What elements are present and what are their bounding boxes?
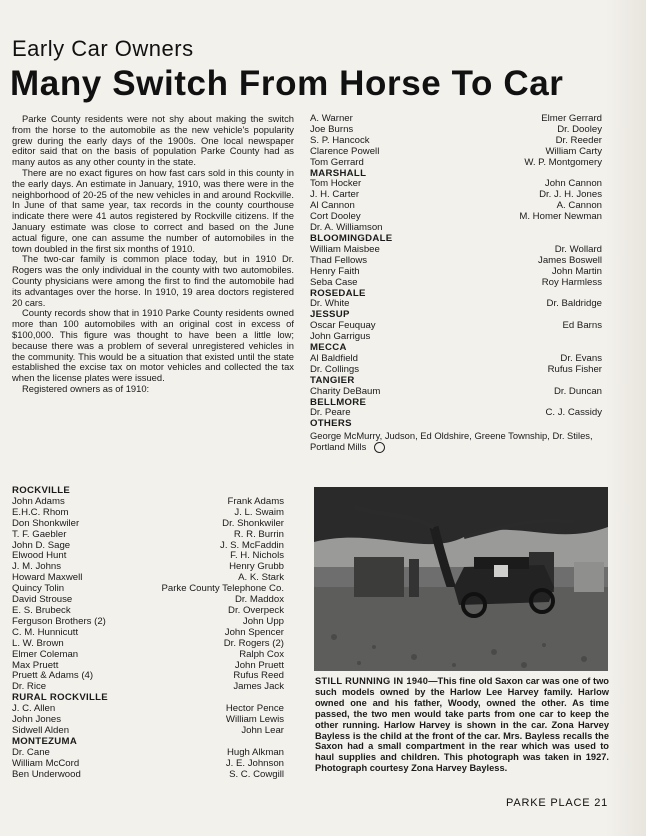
owner-name: T. F. Gaebler	[12, 528, 67, 540]
owner-row	[12, 639, 284, 650]
owner-name: James Boswell	[538, 254, 602, 266]
owner-row	[12, 530, 284, 541]
owner-name: Rufus Reed	[233, 670, 284, 682]
owner-row	[310, 267, 602, 278]
owner-name: John Pruett	[234, 659, 284, 671]
owner-name: Dr. Cane	[12, 746, 50, 758]
owner-name: Ben Underwood	[12, 768, 81, 780]
owner-name: Hector Pence	[225, 703, 284, 715]
article-kicker: Early Car Owners	[12, 36, 194, 61]
owner-name: Dr. Dooley	[557, 123, 602, 135]
body-paragraph: Registered owners as of 1910:	[22, 382, 150, 394]
section-heading: OTHERS	[310, 418, 352, 430]
owner-row	[310, 278, 602, 289]
owner-name: John Spencer	[224, 626, 284, 638]
owner-row	[310, 408, 602, 419]
owner-name: E.H.C. Rhom	[12, 506, 69, 518]
section-heading: RURAL ROCKVILLE	[12, 692, 108, 704]
owner-name: M. Homer Newman	[519, 211, 602, 223]
section-heading: TANGIER	[310, 374, 355, 386]
owner-row	[310, 158, 602, 169]
owner-name: Quincy Tolin	[12, 583, 65, 595]
owner-name: Elwood Hunt	[12, 550, 67, 562]
owner-name: James Jack	[233, 681, 284, 693]
owner-name: Dr. Peare	[310, 407, 351, 419]
owner-name: Charity DeBaum	[310, 385, 381, 397]
circle-mark-icon	[374, 442, 385, 453]
owners-list-left	[12, 486, 284, 780]
owner-name: Dr. Overpeck	[228, 604, 284, 616]
section-heading: MECCA	[310, 342, 347, 354]
owner-name: John Upp	[242, 615, 284, 627]
owner-row	[12, 519, 284, 530]
owner-name: John Adams	[12, 495, 65, 507]
owner-row	[12, 650, 284, 661]
owner-name: John Cannon	[544, 178, 602, 190]
owner-name: Clarence Powell	[310, 145, 380, 157]
owner-name: Henry Grubb	[229, 561, 284, 573]
owner-name: John Jones	[12, 714, 62, 726]
owner-name: E. S. Brubeck	[12, 604, 71, 616]
owner-name: Tom Hocker	[310, 178, 362, 190]
owner-name: Dr. J. H. Jones	[539, 189, 602, 201]
others-list	[310, 430, 602, 453]
saxon-car-photo-illustration	[314, 487, 608, 671]
owner-name: Max Pruett	[12, 659, 59, 671]
owner-name: Dr. Shonkwiler	[222, 517, 284, 529]
owner-name: Dr. Collings	[310, 363, 360, 375]
owner-name: J. H. Carter	[310, 189, 360, 201]
owner-name: Rufus Fisher	[547, 363, 602, 375]
owner-name: Dr. A. Williamson	[310, 222, 383, 234]
owner-name: William Lewis	[225, 714, 284, 726]
owner-name: John D. Sage	[12, 539, 71, 551]
owner-name: S. C. Cowgill	[229, 768, 284, 780]
owner-name: Henry Faith	[310, 265, 360, 277]
owner-name: David Strouse	[12, 594, 73, 606]
owner-name: John Garrigus	[310, 331, 371, 343]
owner-name: William Carty	[545, 145, 602, 157]
body-paragraph: There are no exact figures on how fast cars sold in this county in the early days. An estimate in January, 1910, was there were in the neighborhood of 20-25 of the new vehicles in and around Rockville. In June of that same year, tax records in the county courthouse indicate there were 41 autos registered by Rockville citizens. If the January estimate was close to correct and based on the June actual figure, one can assume the number of automobiles in the town doubled in the first six months of 1910.	[12, 166, 294, 254]
body-paragraph: The two-car family is common place today, but in 1910 Dr. Rogers was the only individual in the county with two automobiles. County physicians were among the first to find the automobile had its advantages over the horse. In 1910, 19 area doctors registered 20 cars.	[12, 253, 294, 308]
owner-name: A. Cannon	[556, 200, 602, 212]
section-heading: BLOOMINGDALE	[310, 232, 393, 244]
owner-name: Hugh Alkman	[226, 746, 284, 758]
owner-name: Cort Dooley	[310, 211, 361, 223]
owner-name: Dr. Evans	[560, 352, 602, 364]
owner-name: Howard Maxwell	[12, 572, 83, 584]
owner-name: Seba Case	[310, 276, 358, 288]
owner-name: Roy Harmless	[541, 276, 602, 288]
owner-name: J. E. Johnson	[225, 757, 284, 769]
owner-name: William Maisbee	[310, 243, 380, 255]
owners-list-right	[310, 114, 602, 453]
owner-name: Elmer Gerrard	[541, 113, 602, 124]
section-heading: ROCKVILLE	[12, 485, 71, 496]
owner-name: Ralph Cox	[239, 648, 284, 660]
owner-name: Dr. Maddox	[234, 594, 284, 606]
owner-row	[310, 387, 602, 398]
owner-name: S. P. Hancock	[310, 134, 370, 146]
owner-name: Joe Burns	[310, 123, 354, 135]
owner-name: Pruett & Adams (4)	[12, 670, 94, 682]
body-paragraph: County records show that in 1910 Parke County residents owned more than 100 automobiles with an original cost in excess of $100,000. This figure was thought to have been a little low; because there was a problem of several unregistered vehicles in the community. This would be a situation that existed until the state established the excise tax on motor vehicles and collected the tax when the license plates were issued.	[12, 307, 294, 384]
owner-row	[310, 147, 602, 158]
owner-name: Thad Fellows	[310, 254, 368, 266]
owner-name: Elmer Coleman	[12, 648, 79, 660]
owner-name: J. M. Johns	[12, 561, 62, 573]
owner-name: Al Baldfield	[310, 352, 358, 364]
others-text: George McMurry, Judson, Ed Oldshire, Greene Township, Dr. Stiles, Portland Mills	[310, 430, 593, 453]
section-heading: MARSHALL	[310, 167, 367, 179]
owner-row	[310, 332, 602, 343]
owner-name: W. P. Montgomery	[524, 156, 602, 168]
owner-name: A. Warner	[310, 113, 353, 124]
owner-name: Dr. Wollard	[554, 243, 602, 255]
owner-row	[12, 759, 284, 770]
owner-name: Dr. Baldridge	[546, 298, 602, 310]
owner-name: Dr. Duncan	[554, 385, 602, 397]
section-heading: ROSEDALE	[310, 287, 366, 299]
owner-name: L. W. Brown	[12, 637, 64, 649]
owner-row	[310, 299, 602, 310]
owner-name: R. R. Burrin	[233, 528, 284, 540]
caption-text: —This fine old Saxon car was one of two such models owned by the Harlow Lee Harvey family. Harlow owned one and his father, Woody, owned the other. As time passed, the two men would take parts from one car to keep the other running. Harlow Harvey is shown in the car. Zona Harvey Bayless is the child at the front of the car. Mrs. Bayless recalls the Saxon had a small compartment in the rear which was used to haul supplies and children. This photograph was taken in 1927. Photograph courtesy Zona Harvey Bayless.	[315, 676, 609, 774]
owner-name: J. S. McFaddin	[220, 539, 284, 551]
page-footer: PARKE PLACE 21	[506, 797, 609, 809]
owner-name: Frank Adams	[227, 495, 284, 507]
owner-name: Sidwell Alden	[12, 724, 70, 736]
historic-car-photo	[314, 487, 608, 671]
owner-name: John Lear	[241, 724, 284, 736]
section-heading: MONTEZUMA	[12, 735, 78, 747]
article-headline: Many Switch From Horse To Car	[10, 64, 564, 103]
owner-name: Ferguson Brothers (2)	[12, 615, 106, 627]
owner-name: A. K. Stark	[238, 572, 284, 584]
owner-name: J. L. Swaim	[234, 506, 284, 518]
owner-name: Dr. White	[310, 298, 350, 310]
owner-name: Parke County Telephone Co.	[161, 583, 284, 595]
owner-name: John Martin	[551, 265, 602, 277]
section-heading: JESSUP	[310, 309, 350, 321]
photo-caption	[315, 676, 609, 774]
owner-name: F. H. Nichols	[230, 550, 284, 562]
owner-name: C. M. Hunnicutt	[12, 626, 79, 638]
section-heading: BELLMORE	[310, 396, 367, 408]
owner-name: Ed Barns	[562, 320, 602, 332]
owner-name: Dr. Rice	[12, 681, 47, 693]
owner-row	[12, 770, 284, 781]
owner-name: J. C. Allen	[12, 703, 56, 715]
caption-lead: STILL RUNNING IN 1940	[315, 676, 429, 686]
owner-name: Don Shonkwiler	[12, 517, 80, 529]
owner-name: Al Cannon	[310, 200, 355, 212]
body-paragraph: Parke County residents were not shy about making the switch from the horse to the automobile as the new vehicle's popularity grew during the early days of the 1900s. One local newspaper editor said that on the basis of population Parke County had as many autos as any other county in the state.	[12, 113, 294, 168]
article-body-column	[12, 114, 294, 395]
page-gutter-shadow	[606, 0, 646, 836]
owner-name: Dr. Rogers (2)	[223, 637, 284, 649]
owner-name: Tom Gerrard	[310, 156, 364, 168]
owner-name: Oscar Feuquay	[310, 320, 376, 332]
owner-name: William McCord	[12, 757, 80, 769]
owner-name: C. J. Cassidy	[545, 407, 602, 419]
owner-name: Dr. Reeder	[555, 134, 602, 146]
